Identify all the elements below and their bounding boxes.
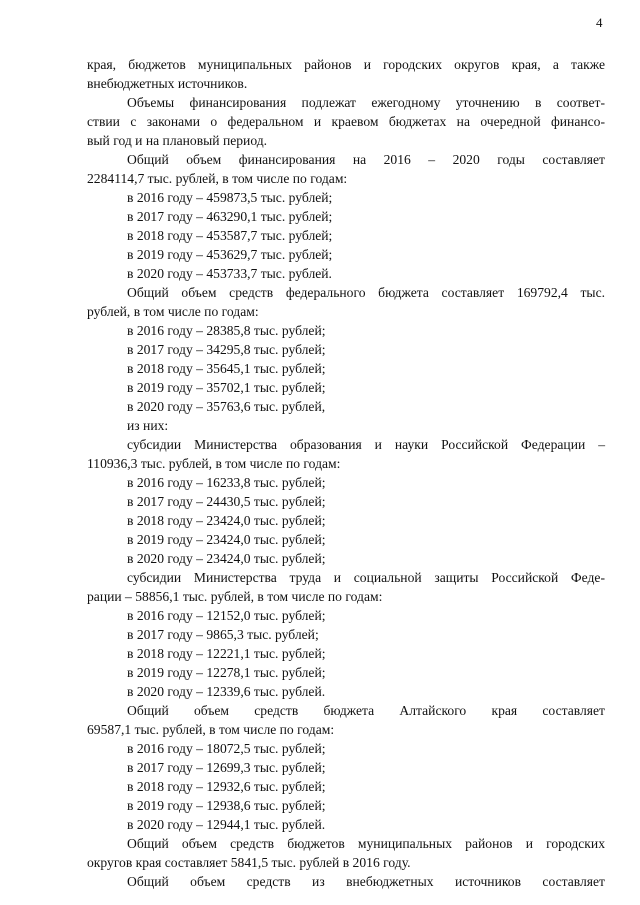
text-line: в 2018 году – 12221,1 тыс. рублей; <box>127 646 326 661</box>
text-line: 2284114,7 тыс. рублей, в том числе по годам: <box>87 171 348 186</box>
text-line: в 2018 году – 12932,6 тыс. рублей; <box>127 779 326 794</box>
text-line: в 2017 году – 24430,5 тыс. рублей; <box>127 494 326 509</box>
text-line: рации – 58856,1 тыс. рублей, в том числе по годам: <box>87 589 383 604</box>
text-line: в 2018 году – 35645,1 тыс. рублей; <box>127 361 326 376</box>
text-line: в 2016 году – 18072,5 тыс. рублей; <box>127 741 326 756</box>
text-line: округов края составляет 5841,5 тыс. рублей в 2016 году. <box>87 855 411 870</box>
text-line: в 2016 году – 12152,0 тыс. рублей; <box>127 608 326 623</box>
text-line: субсидии Министерства образования и науки Российской Федерации – <box>127 437 605 452</box>
text-line: в 2016 году – 459873,5 тыс. рублей; <box>127 190 333 205</box>
text-line: 69587,1 тыс. рублей, в том числе по годам: <box>87 722 335 737</box>
text-line: субсидии Министерства труда и социальной защиты Российской Феде- <box>127 570 605 585</box>
document-body <box>87 55 605 891</box>
text-line: в 2019 году – 12938,6 тыс. рублей; <box>127 798 326 813</box>
text-line: вый год и на плановый период. <box>87 133 268 148</box>
text-line: в 2016 году – 28385,8 тыс. рублей; <box>127 323 326 338</box>
text-line: в 2020 году – 453733,7 тыс. рублей. <box>127 266 332 281</box>
text-line: края, бюджетов муниципальных районов и городских округов края, а также <box>87 57 605 72</box>
text-line: в 2020 году – 23424,0 тыс. рублей; <box>127 551 326 566</box>
text-line: из них: <box>127 418 169 433</box>
text-line: в 2017 году – 34295,8 тыс. рублей; <box>127 342 326 357</box>
text-line: в 2018 году – 453587,7 тыс. рублей; <box>127 228 333 243</box>
text-line: в 2018 году – 23424,0 тыс. рублей; <box>127 513 326 528</box>
text-line: в 2019 году – 35702,1 тыс. рублей; <box>127 380 326 395</box>
text-line: в 2017 году – 463290,1 тыс. рублей; <box>127 209 333 224</box>
text-line: ствии с законами о федеральном и краевом бюджетах на очередной финансо- <box>87 114 605 129</box>
text-line: Общий объем средств бюджета Алтайского края составляет <box>127 703 605 718</box>
text-line: в 2016 году – 16233,8 тыс. рублей; <box>127 475 326 490</box>
text-line: в 2017 году – 12699,3 тыс. рублей; <box>127 760 326 775</box>
text-line: в 2020 году – 12339,6 тыс. рублей. <box>127 684 326 699</box>
text-line: Общий объем средств федерального бюджета составляет 169792,4 тыс. <box>127 285 605 300</box>
text-line: Общий объем финансирования на 2016 – 2020 годы составляет <box>127 152 605 167</box>
text-line: в 2017 году – 9865,3 тыс. рублей; <box>127 627 319 642</box>
text-line: 110936,3 тыс. рублей, в том числе по годам: <box>87 456 341 471</box>
text-line: в 2020 году – 35763,6 тыс. рублей, <box>127 399 326 414</box>
text-line: в 2020 году – 12944,1 тыс. рублей. <box>127 817 326 832</box>
text-line: Объемы финансирования подлежат ежегодному уточнению в соответ- <box>127 95 605 110</box>
text-line: рублей, в том числе по годам: <box>87 304 259 319</box>
text-line: Общий объем средств бюджетов муниципальных районов и городских <box>127 836 605 851</box>
text-line: в 2019 году – 12278,1 тыс. рублей; <box>127 665 326 680</box>
text-line: внебюджетных источников. <box>87 76 248 91</box>
text-line: в 2019 году – 23424,0 тыс. рублей; <box>127 532 326 547</box>
text-line: Общий объем средств из внебюджетных источников составляет <box>127 874 605 889</box>
text-line: в 2019 году – 453629,7 тыс. рублей; <box>127 247 333 262</box>
page-number: 4 <box>596 15 603 30</box>
